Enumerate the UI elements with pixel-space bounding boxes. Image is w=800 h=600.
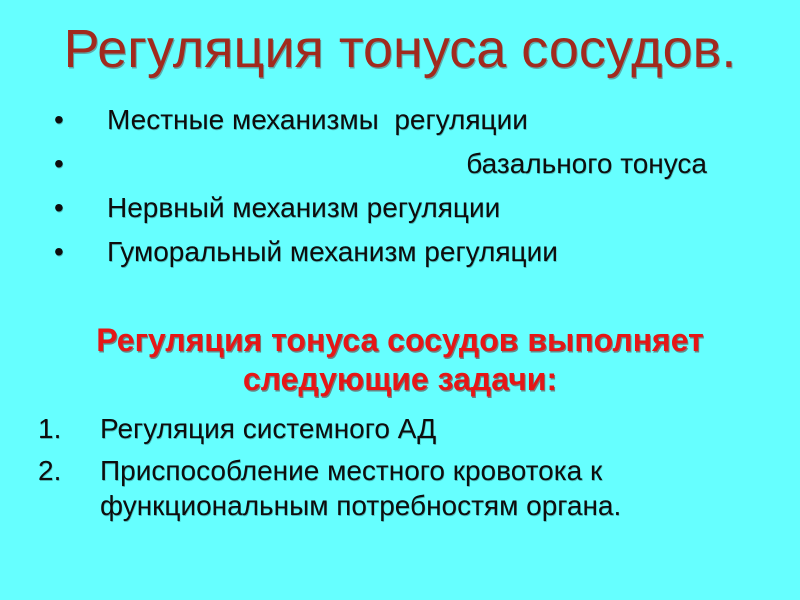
- bullet-icon: •: [54, 104, 64, 135]
- item-number: 1.: [38, 413, 62, 444]
- bullet-item: [0, 235, 800, 279]
- item-text: Регуляция системного АД: [100, 413, 437, 444]
- bullet-icon: •: [54, 148, 64, 179]
- bullet-item: [0, 147, 800, 191]
- bullet-item: [0, 103, 800, 147]
- slide-title: Регуляция тонуса сосудов.: [63, 19, 737, 79]
- bullet-text: базального тонуса: [466, 148, 707, 179]
- section-heading: [0, 321, 800, 399]
- bullet-list: [0, 103, 800, 279]
- numbered-list: [0, 411, 800, 530]
- bullet-text: Местные механизмы регуляции: [107, 104, 528, 135]
- bullet-text: Нервный механизм регуляции: [107, 192, 501, 223]
- item-text: Приспособление местного кровотока к функциональным потребностям органа.: [100, 455, 622, 521]
- item-number: 2.: [38, 455, 62, 486]
- bullet-icon: •: [54, 236, 64, 267]
- bullet-text: Гуморальный механизм регуляции: [107, 236, 558, 267]
- section-heading-line1: Регуляция тонуса сосудов выполняет: [96, 322, 704, 358]
- numbered-item: [0, 411, 800, 446]
- section-heading-line2: следующие задачи:: [242, 361, 558, 397]
- bullet-item: [0, 191, 800, 235]
- numbered-item: [0, 453, 800, 523]
- bullet-icon: •: [54, 192, 64, 223]
